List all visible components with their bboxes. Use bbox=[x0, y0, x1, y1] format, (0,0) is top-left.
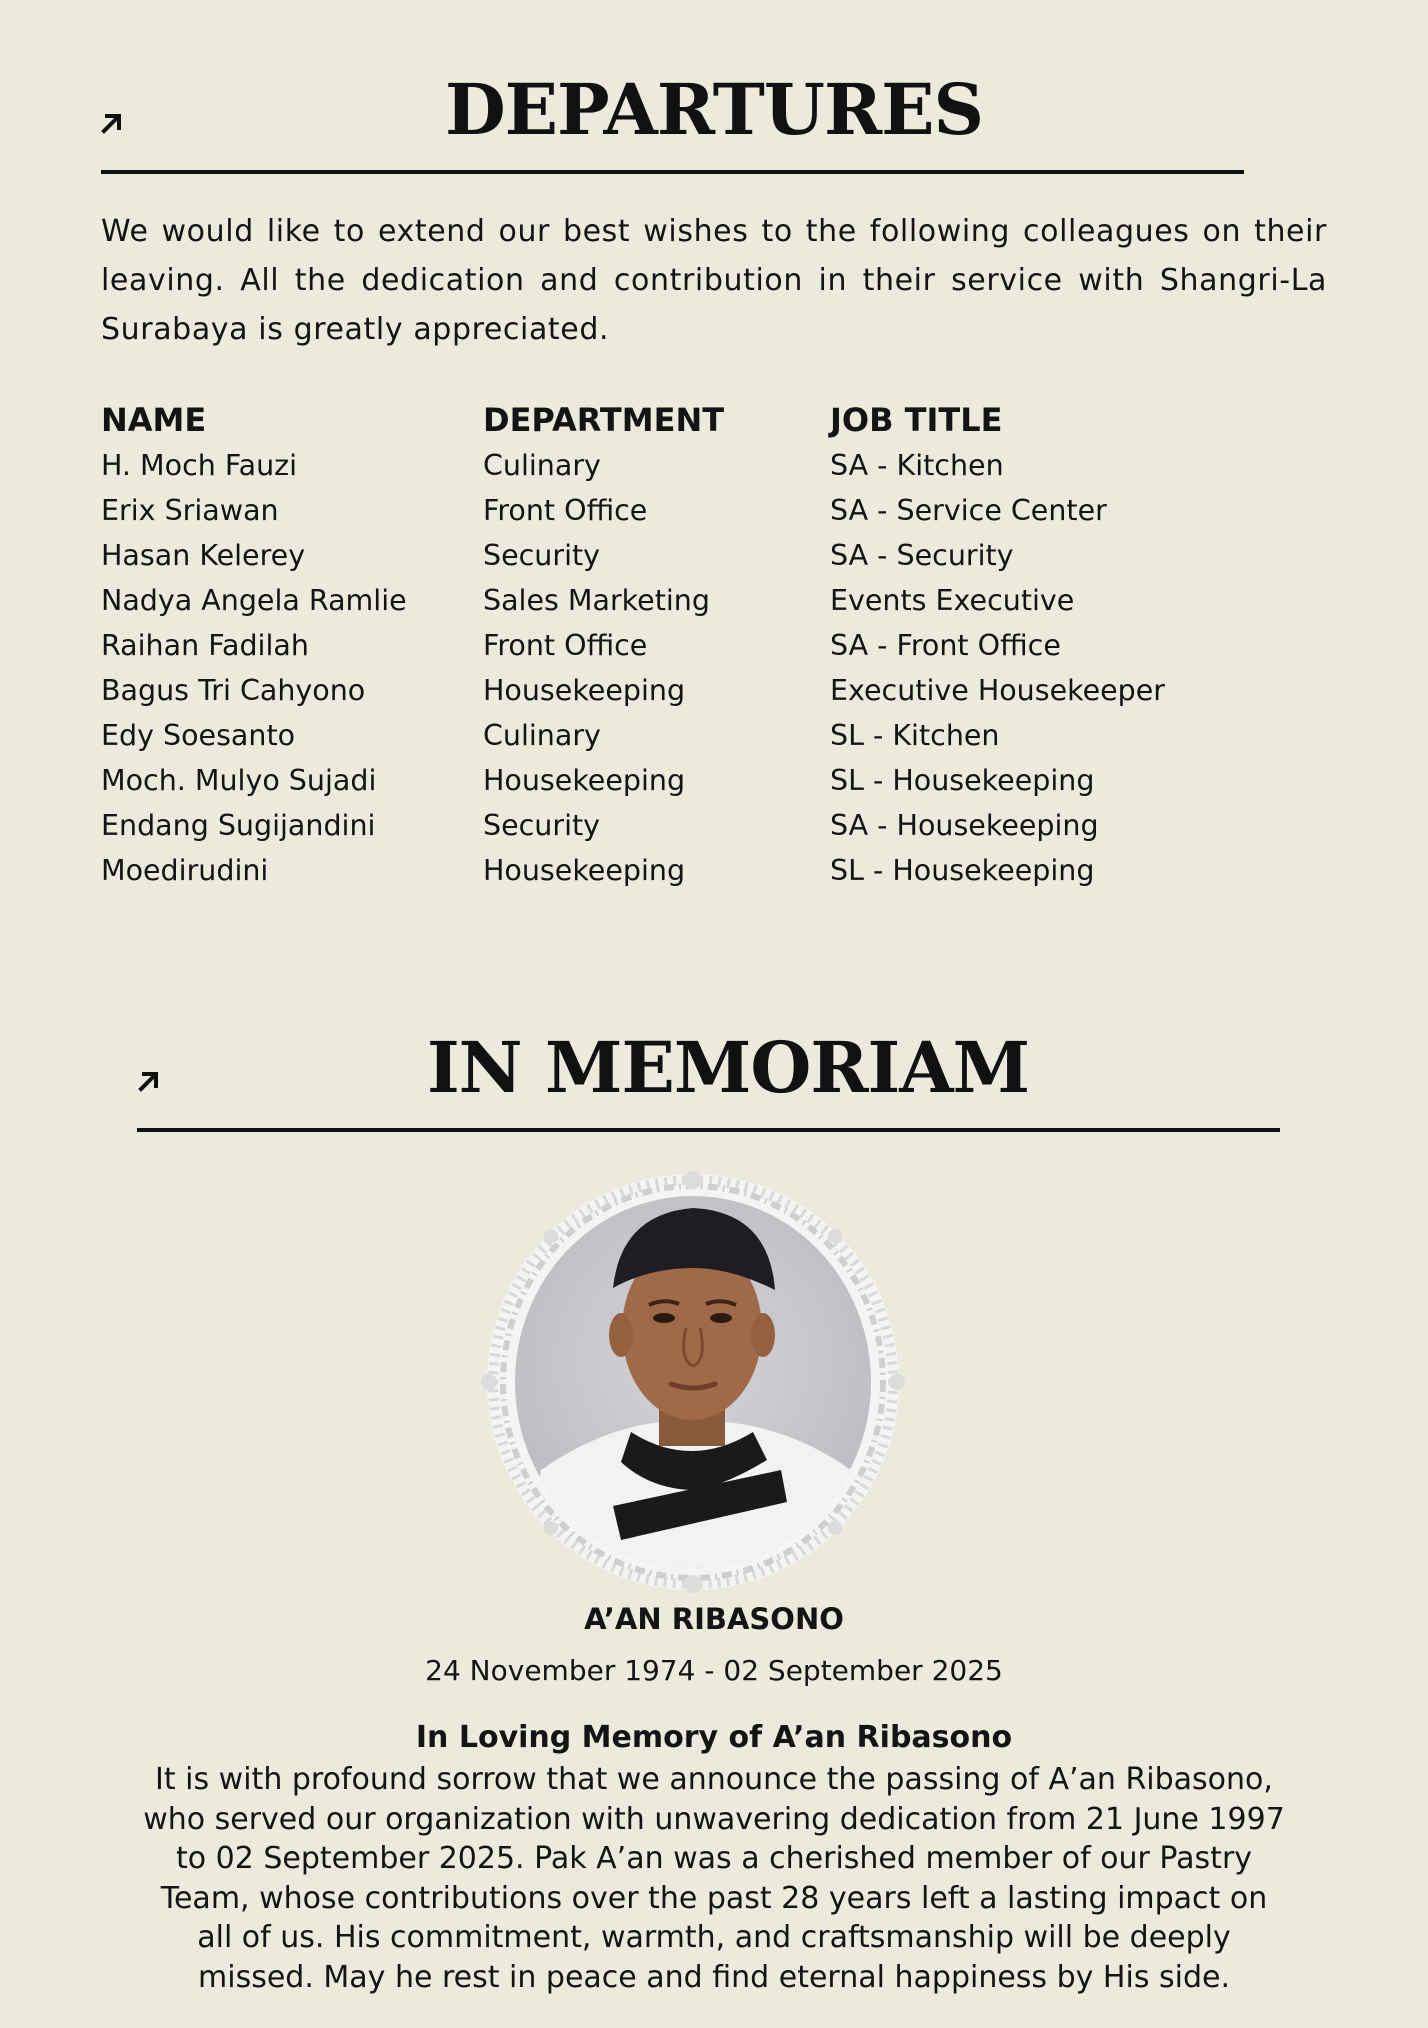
departure-name: H. Moch Fauzi bbox=[101, 449, 298, 482]
departure-job-title: SA - Front Office bbox=[830, 629, 1061, 662]
departure-job-title: Events Executive bbox=[830, 584, 1075, 617]
departures-divider bbox=[101, 170, 1244, 174]
departure-name: Raihan Fadilah bbox=[101, 629, 309, 662]
departure-department: Housekeeping bbox=[483, 674, 686, 707]
name-column bbox=[101, 398, 407, 893]
departure-job-title: SL - Housekeeping bbox=[830, 764, 1095, 797]
departure-job-title: SA - Kitchen bbox=[830, 449, 1004, 482]
departure-name: Endang Sugijandini bbox=[101, 809, 376, 842]
departure-department: Front Office bbox=[483, 494, 648, 527]
departure-name: Nadya Angela Ramlie bbox=[101, 584, 407, 617]
departure-name: Bagus Tri Cahyono bbox=[101, 674, 366, 707]
memorial-portrait bbox=[481, 1170, 905, 1594]
departure-job-title: SL - Kitchen bbox=[830, 719, 1000, 752]
memoriam-dates: 24 November 1974 - 02 September 2025 bbox=[425, 1654, 1003, 1687]
departure-name: Moedirudini bbox=[101, 854, 269, 887]
departure-name: Hasan Kelerey bbox=[101, 539, 306, 572]
departure-name: Edy Soesanto bbox=[101, 719, 296, 752]
departure-department: Culinary bbox=[483, 719, 601, 752]
departure-name: Erix Sriawan bbox=[101, 494, 279, 527]
departure-department: Security bbox=[483, 539, 601, 572]
departure-department: Sales Marketing bbox=[483, 584, 710, 617]
departure-job-title: SA - Housekeeping bbox=[830, 809, 1099, 842]
departure-job-title: SA - Service Center bbox=[830, 494, 1107, 527]
departure-job-title: SL - Housekeeping bbox=[830, 854, 1095, 887]
memoriam-body: It is with profound sorrow that we announce the passing of A’an Ribasono, who served our organization with unwavering dedication from 21 June 1997 to 02 September 2025. Pak A’an was a cherished member of our Pastry Team, whose contributions over the past 28 years left a lasting impact on all of us. His commitment, warmth, and craftsmanship will be deeply missed. May he rest in peace and find eternal happiness by His side. bbox=[143, 1762, 1285, 1995]
name-column-header: NAME bbox=[101, 401, 207, 439]
department-column bbox=[483, 398, 724, 893]
departure-name: Moch. Mulyo Sujadi bbox=[101, 764, 377, 797]
departure-department: Housekeeping bbox=[483, 854, 686, 887]
memoriam-title: IN MEMORIAM bbox=[426, 1026, 1030, 1109]
department-column-header: DEPARTMENT bbox=[483, 401, 725, 439]
departure-department: Security bbox=[483, 809, 601, 842]
departure-department: Culinary bbox=[483, 449, 601, 482]
job-title-column-header: JOB TITLE bbox=[830, 401, 1003, 439]
departure-job-title: Executive Housekeeper bbox=[830, 674, 1166, 707]
departure-department: Front Office bbox=[483, 629, 648, 662]
memoriam-divider bbox=[137, 1128, 1280, 1132]
departure-department: Housekeeping bbox=[483, 764, 686, 797]
memoriam-heading: In Loving Memory of A’an Ribasono bbox=[415, 1720, 1013, 1755]
job-title-column bbox=[830, 398, 1165, 893]
departure-job-title: SA - Security bbox=[830, 539, 1014, 572]
departures-title: DEPARTURES bbox=[444, 68, 984, 151]
memoriam-name: A’AN RIBASONO bbox=[584, 1602, 844, 1636]
departures-intro: We would like to extend our best wishes to the following colleagues on their leaving. All the dedication and contribution in their service with Shangri-La Surabaya is greatly appreciated. bbox=[101, 214, 1327, 347]
